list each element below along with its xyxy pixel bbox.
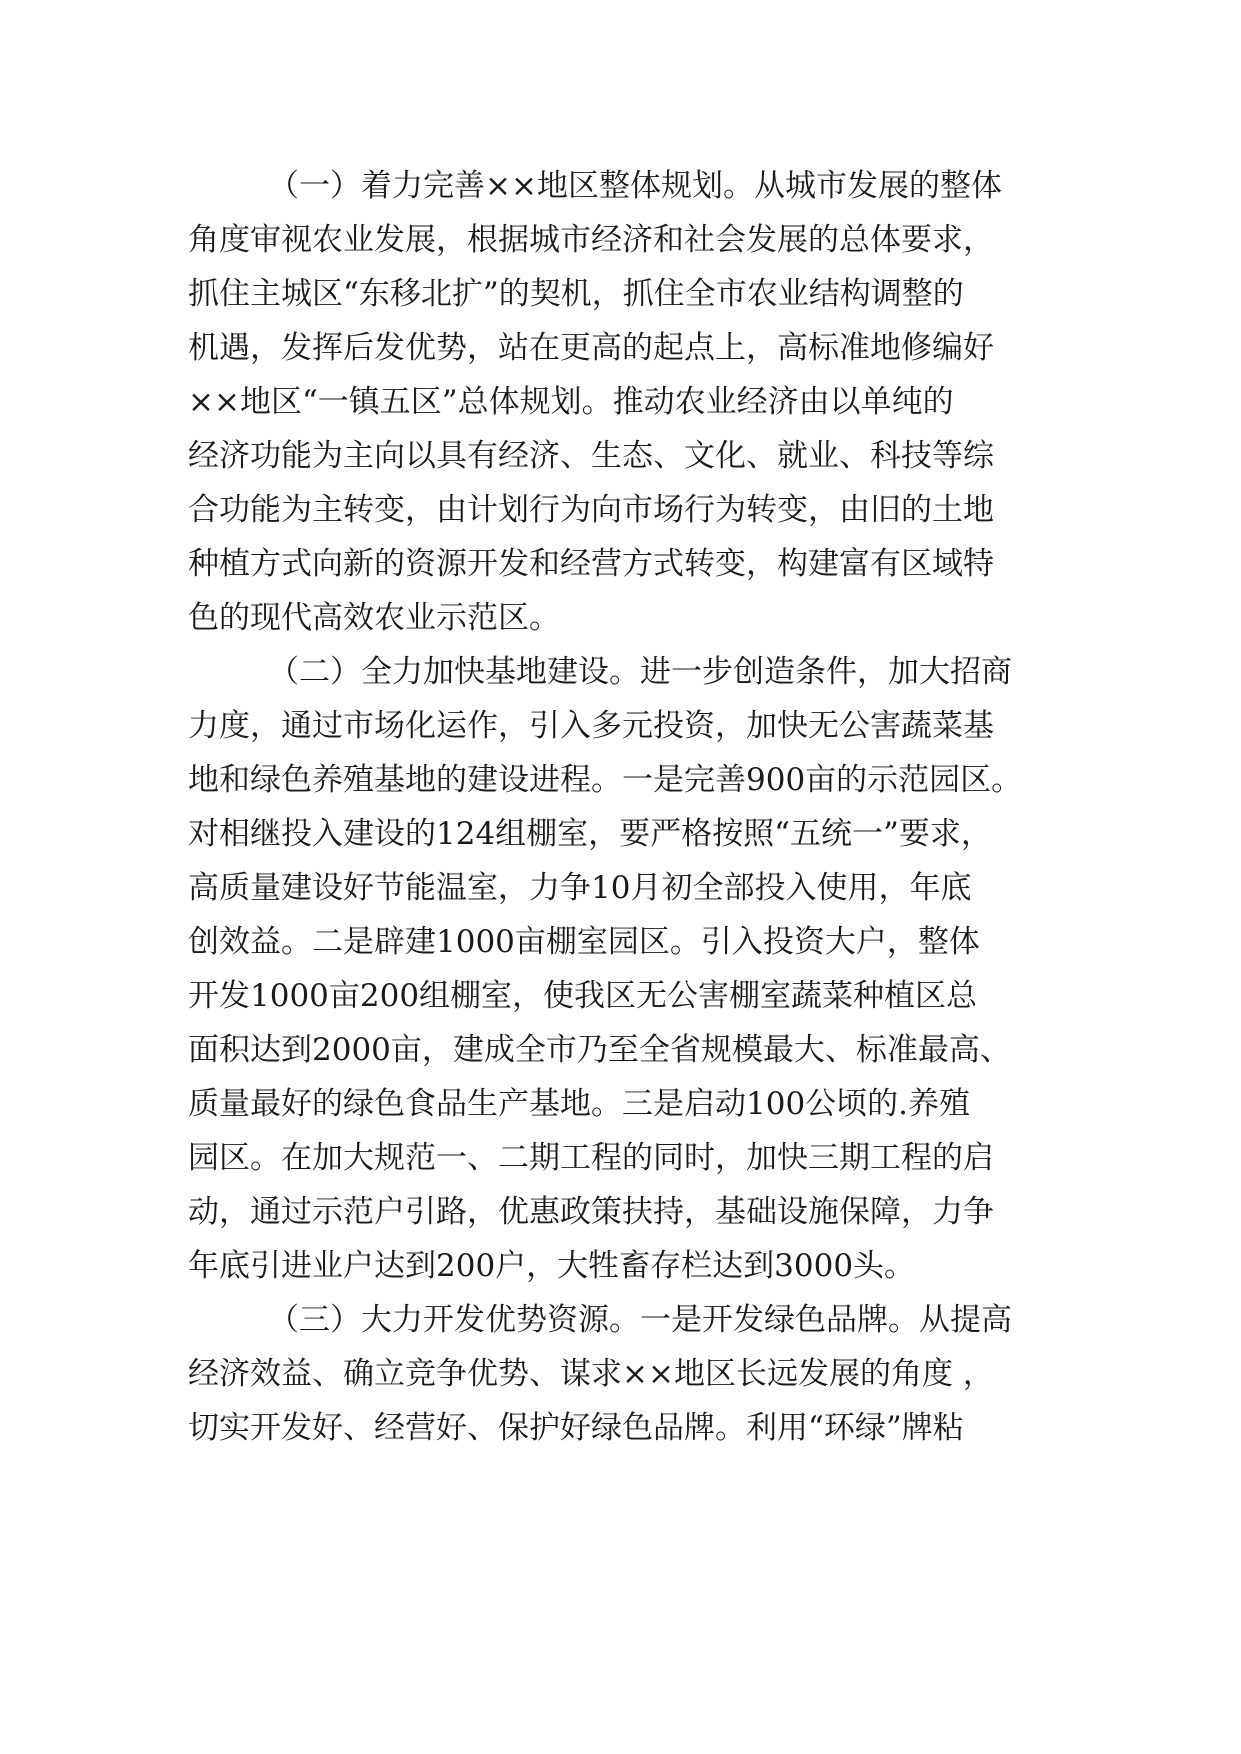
paragraph-2-line-11: 动，通过示范户引路，优惠政策扶持，基础设施保障，力争 — [188, 1194, 994, 1230]
paragraph-2-line-9: 质量最好的绿色食品生产基地。三是启动100公顷的.养殖 — [188, 1086, 971, 1122]
paragraph-2-line-7: 开发1000亩200组棚室，使我区无公害棚室蔬菜种植区总 — [188, 978, 978, 1014]
paragraph-3-line-2: 经济效益、确立竞争优势、谋求××地区长远发展的角度 ， — [188, 1356, 994, 1392]
paragraph-2-line-2: 力度，通过市场化运作，引入多元投资，加快无公害蔬菜基 — [188, 708, 994, 744]
paragraph-1-line-2: 角度审视农业发展，根据城市经济和社会发展的总体要求， — [188, 222, 994, 258]
paragraph-1-line-9: 色的现代高效农业示范区。 — [188, 600, 560, 636]
paragraph-2-line-12: 年底引进业户达到200户，大牲畜存栏达到3000头。 — [188, 1248, 916, 1284]
paragraph-2-line-1: （二）全力加快基地建设。进一步创造条件，加大招商 — [268, 654, 1012, 690]
paragraph-2-line-10: 园区。在加大规范一、二期工程的同时，加快三期工程的启 — [188, 1140, 994, 1176]
paragraph-1-line-8: 种植方式向新的资源开发和经营方式转变，构建富有区域特 — [188, 546, 994, 582]
paragraph-2-line-5: 高质量建设好节能温室，力争10月初全部投入使用，年底 — [188, 870, 972, 906]
paragraph-2-line-3: 地和绿色养殖基地的建设进程。一是完善900亩的示范园区。 — [188, 762, 1023, 798]
paragraph-2-line-8: 面积达到2000亩，建成全市乃至全省规模最大、标准最高、 — [188, 1032, 1011, 1068]
paragraph-3-line-1: （三）大力开发优势资源。一是开发绿色品牌。从提高 — [268, 1302, 1012, 1338]
paragraph-1-line-4: 机遇，发挥后发优势，站在更高的起点上，高标准地修编好 — [188, 330, 994, 366]
paragraph-1-line-5: ××地区“一镇五区”总体规划。推动农业经济由以单纯的 — [188, 384, 954, 420]
paragraph-1-line-6: 经济功能为主向以具有经济、生态、文化、就业、科技等综 — [188, 438, 994, 474]
paragraph-1-line-7: 合功能为主转变，由计划行为向市场行为转变，由旧的土地 — [188, 492, 994, 528]
paragraph-1-line-1: （一）着力完善××地区整体规划。从城市发展的整体 — [268, 168, 1002, 204]
paragraph-2-line-4: 对相继投入建设的124组棚室，要严格按照“五统一”要求， — [188, 816, 992, 852]
paragraph-1-line-3: 抓住主城区“东移北扩”的契机，抓住全市农业结构调整的 — [188, 276, 964, 312]
paragraph-3-line-3: 切实开发好、经营好、保护好绿色品牌。利用“环绿”牌粘 — [188, 1410, 964, 1446]
paragraph-2-line-6: 创效益。二是辟建1000亩棚室园区。引入投资大户，整体 — [188, 924, 980, 960]
